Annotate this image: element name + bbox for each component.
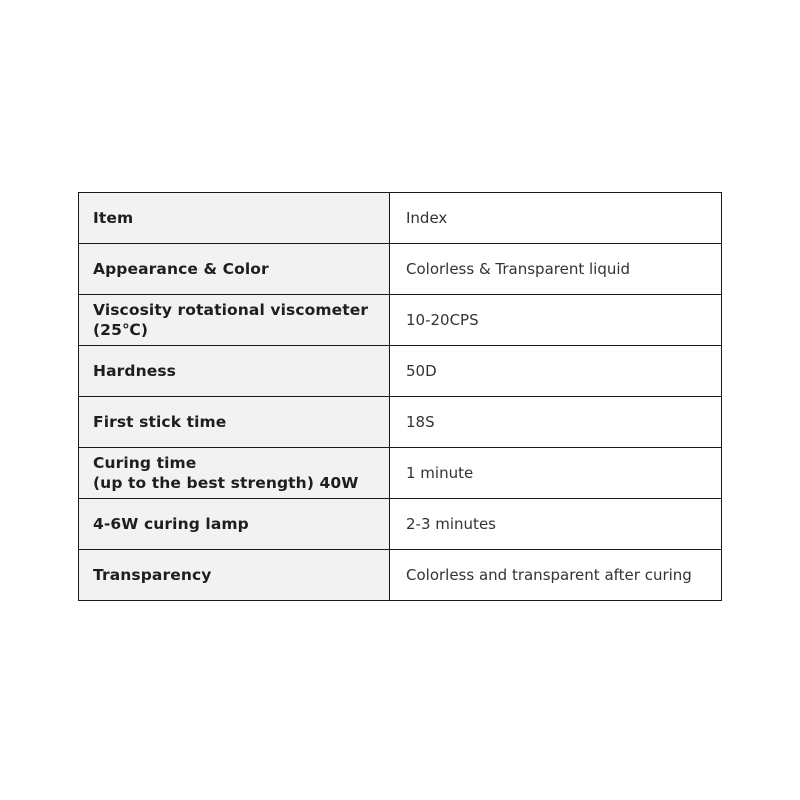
item-label-line-2: (up to the best strength) 40W <box>93 474 359 492</box>
table-row <box>79 448 722 499</box>
index-value: Colorless & Transparent liquid <box>406 260 631 278</box>
index-cell <box>390 448 722 499</box>
index-cell <box>390 346 722 397</box>
index-value: 50D <box>406 362 437 380</box>
item-label: First stick time <box>93 413 227 431</box>
item-label: Item <box>93 209 134 227</box>
item-cell <box>79 499 390 550</box>
item-cell <box>79 346 390 397</box>
spec-table <box>78 192 722 601</box>
item-cell <box>79 397 390 448</box>
table-row <box>79 550 722 601</box>
index-value: 18S <box>406 413 435 431</box>
table-row <box>79 193 722 244</box>
item-cell <box>79 295 390 346</box>
index-value: Index <box>406 209 448 227</box>
table-row <box>79 499 722 550</box>
table-row <box>79 244 722 295</box>
table-row <box>79 346 722 397</box>
index-cell <box>390 397 722 448</box>
item-label: 4-6W curing lamp <box>93 515 249 533</box>
index-cell <box>390 193 722 244</box>
index-value: 1 minute <box>406 464 474 482</box>
table-row <box>79 397 722 448</box>
index-value: Colorless and transparent after curing <box>406 566 692 584</box>
item-label-line-2: (25℃) <box>93 321 149 339</box>
item-label: Appearance & Color <box>93 260 269 278</box>
item-cell <box>79 550 390 601</box>
item-cell <box>79 448 390 499</box>
table-row <box>79 295 722 346</box>
index-cell <box>390 550 722 601</box>
index-value: 10-20CPS <box>406 311 479 329</box>
item-label: Transparency <box>93 566 212 584</box>
index-value: 2-3 minutes <box>406 515 496 533</box>
item-cell <box>79 193 390 244</box>
item-label: Viscosity rotational viscometer <box>93 301 369 319</box>
index-cell <box>390 295 722 346</box>
index-cell <box>390 244 722 295</box>
item-label: Curing time <box>93 454 197 472</box>
item-label: Hardness <box>93 362 176 380</box>
index-cell <box>390 499 722 550</box>
item-cell <box>79 244 390 295</box>
